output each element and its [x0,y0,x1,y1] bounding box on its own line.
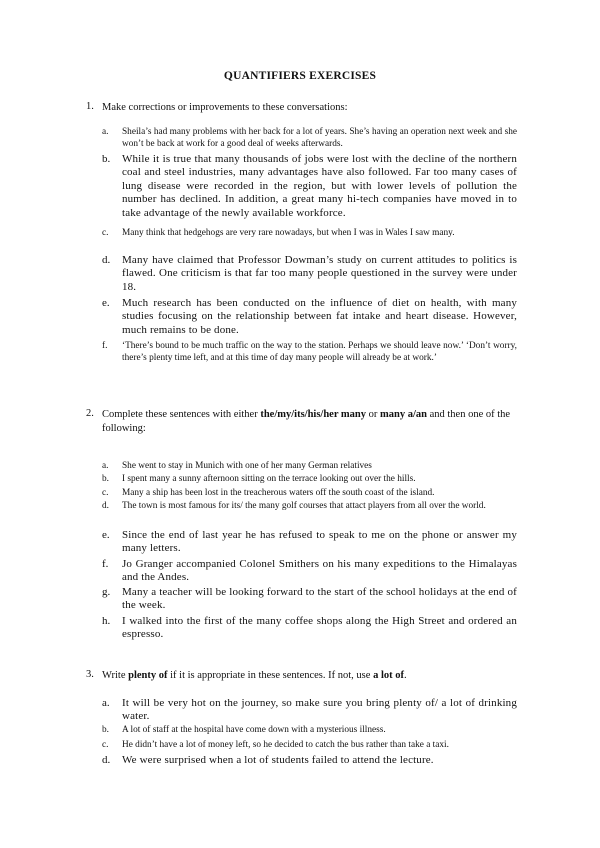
page-title: QUANTIFIERS EXERCISES [223,70,377,82]
item-letter: c. [102,740,109,750]
item-letter: g. [102,586,111,598]
section-2-number: 2. [86,408,94,419]
item-text: We were surprised when a lot of students failed to attend the lecture. [122,754,434,766]
item-text: She went to stay in Munich with one of her many German relatives [122,461,372,471]
item-text: I spent many a sunny afternoon sitting on the terrace looking out over the hills. [122,474,416,484]
item-letter: d. [102,754,111,766]
item-text: Much research has been conducted on the influence of diet on health, with many studies focusing on the relationship between fat intake and heart disease. However, much remains to be done. [122,297,517,336]
section-1-number: 1. [86,101,94,112]
item-text: Many have claimed that Professor Dowman’s study on current attitudes to politics is flawed. One criticism is that far too many people questioned in the survey were under 18. [122,254,517,293]
instruction-emphasis: the/my/its/his/her many [260,409,367,420]
item-text: Sheila’s had many problems with her back for a lot of years. She’s having an operation next week and she won’t be back at work for a good deal of weeks afterwards. [122,127,517,149]
item-text: ‘There’s bound to be much traffic on the way to the station. Perhaps we should leave now.’ ‘Don’t worry, there’s plenty time left, and at this time of day many people will already be at work.’ [122,341,517,363]
section-3-instruction: Write plenty of if it is appropriate in these sentences. If not, use a lot of. [102,670,407,681]
section-2-instruction: Complete these sentences with either the/my/its/his/her many or many a/an and then one of the following: [102,409,511,434]
instruction-emphasis: plenty of [128,670,168,681]
item-text: It will be very hot on the journey, so make sure you bring plenty of/ a lot of drinking water. [122,697,517,723]
item-letter: a. [102,461,109,471]
item-text: Many a ship has been lost in the treacherous waters off the south coast of the island. [122,488,435,498]
item-letter: d. [102,254,111,266]
item-letter: f. [102,558,109,570]
item-letter: b. [102,153,111,165]
instruction-emphasis: a lot of [373,670,404,681]
item-text: The town is most famous for its/ the many golf courses that attact players from all over the world. [122,501,486,511]
instruction-emphasis: many a/an [380,409,427,420]
item-letter: a. [102,127,109,137]
item-letter: a. [102,697,110,709]
item-text: I walked into the first of the many coffee shops along the High Street and ordered an espresso. [122,615,517,641]
item-text: Many a teacher will be looking forward to the start of the school holidays at the end of the week. [122,586,517,612]
item-letter: e. [102,529,110,541]
item-text: A lot of staff at the hospital have come down with a mysterious illness. [122,725,386,735]
item-letter: b. [102,725,109,735]
item-letter: b. [102,474,109,484]
item-letter: f. [102,341,108,351]
section-3-number: 3. [86,669,94,680]
item-text: He didn’t have a lot of money left, so he decided to catch the bus rather than take a taxi. [122,740,449,750]
section-1-instruction: Make corrections or improvements to these conversations: [102,102,348,113]
item-text: Many think that hedgehogs are very rare nowadays, but when I was in Wales I saw many. [122,228,455,238]
item-text: While it is true that many thousands of jobs were lost with the decline of the northern coal and steel industries, many advantages have also followed. Far too many cases of lung disease were recorded in the region, but with lower levels of pollution the number has declined. In addition, a great many hi-tech companies have moved in to take advantage of the newly available workforce. [122,153,517,219]
item-text: Jo Granger accompanied Colonel Smithers on his many expeditions to the Himalayas and the Andes. [122,558,517,584]
item-text: Since the end of last year he has refused to speak to me on the phone or answer my many letters. [122,529,517,555]
item-letter: h. [102,615,111,627]
item-letter: c. [102,488,109,498]
item-letter: e. [102,297,110,309]
item-letter: c. [102,228,109,238]
item-letter: d. [102,501,109,511]
